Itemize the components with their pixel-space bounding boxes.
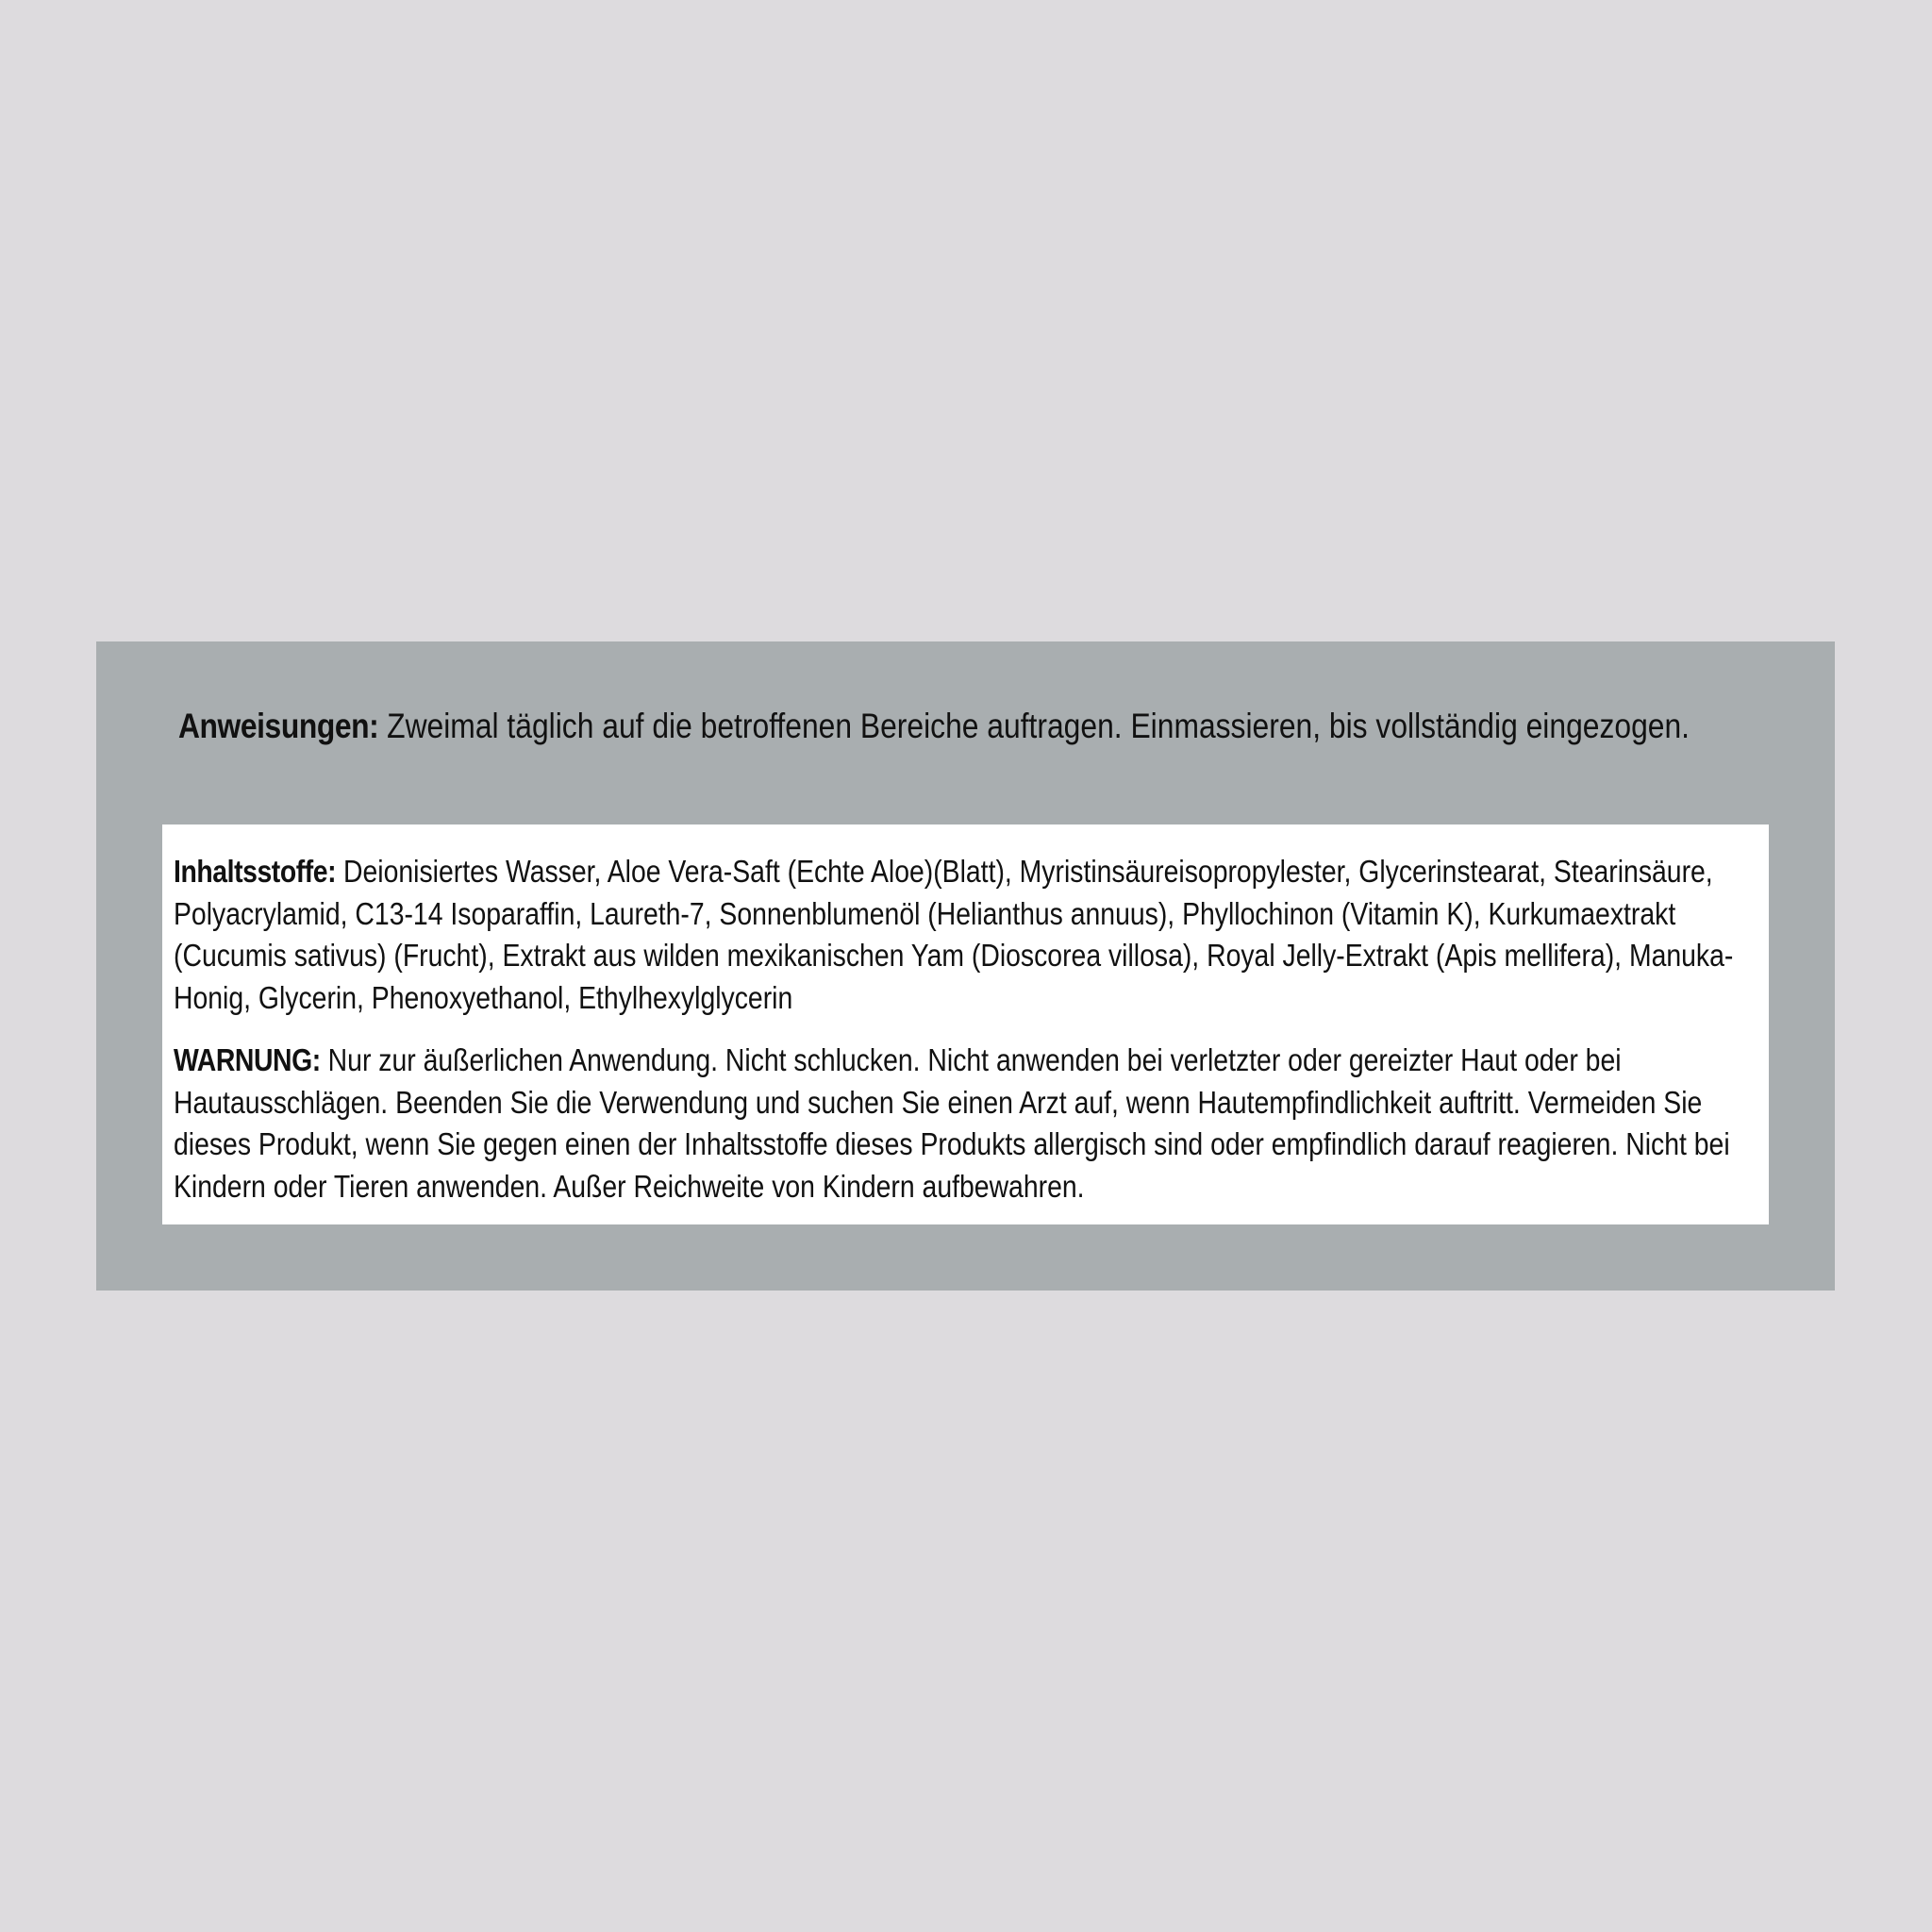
ingredients-heading: Inhaltsstoffe: bbox=[174, 854, 337, 889]
ingredients-paragraph bbox=[174, 851, 1759, 1019]
directions-heading: Anweisungen: bbox=[178, 707, 379, 745]
ingredients-text: Deionisiertes Wasser, Aloe Vera-Saft (Echte Aloe)(Blatt), Myristinsäureisopropylester, Glycerinstearat, Stearinsäure, Polyacrylamid, C13-14 Isoparaffin, Laureth-7, Sonnenblumenöl (Helianthus annuus), Phyllochinon (Vitamin K), Kurkumaextrakt (Cucumis sativus) (Frucht), Extrakt aus wilden mexikanischen Yam (Dioscorea villosa), Royal Jelly-Extrakt (Apis mellifera), Manuka-Honig, Glycerin, Phenoxyethanol, Ethylhexylglycerin bbox=[174, 854, 1734, 1015]
warning-heading: WARNUNG: bbox=[174, 1042, 321, 1077]
directions-paragraph bbox=[178, 702, 1769, 750]
ingredients-warning-box bbox=[162, 824, 1769, 1224]
warning-paragraph bbox=[174, 1040, 1759, 1208]
warning-text: Nur zur äußerlichen Anwendung. Nicht schlucken. Nicht anwenden bei verletzter oder gereizter Haut oder bei Hautausschlägen. Beenden Sie die Verwendung und suchen Sie einen Arzt auf, wenn Hautempfindlichkeit auftritt. Vermeiden Sie dieses Produkt, wenn Sie gegen einen der Inhaltsstoffe dieses Produkts allergisch sind oder empfindlich darauf reagieren. Nicht bei Kindern oder Tieren anwenden. Außer Reichweite von Kindern aufbewahren. bbox=[174, 1042, 1730, 1204]
directions-text: Zweimal täglich auf die betroffenen Bereiche auftragen. Einmassieren, bis vollständig eingezogen. bbox=[378, 707, 1690, 745]
label-panel bbox=[96, 641, 1835, 1291]
